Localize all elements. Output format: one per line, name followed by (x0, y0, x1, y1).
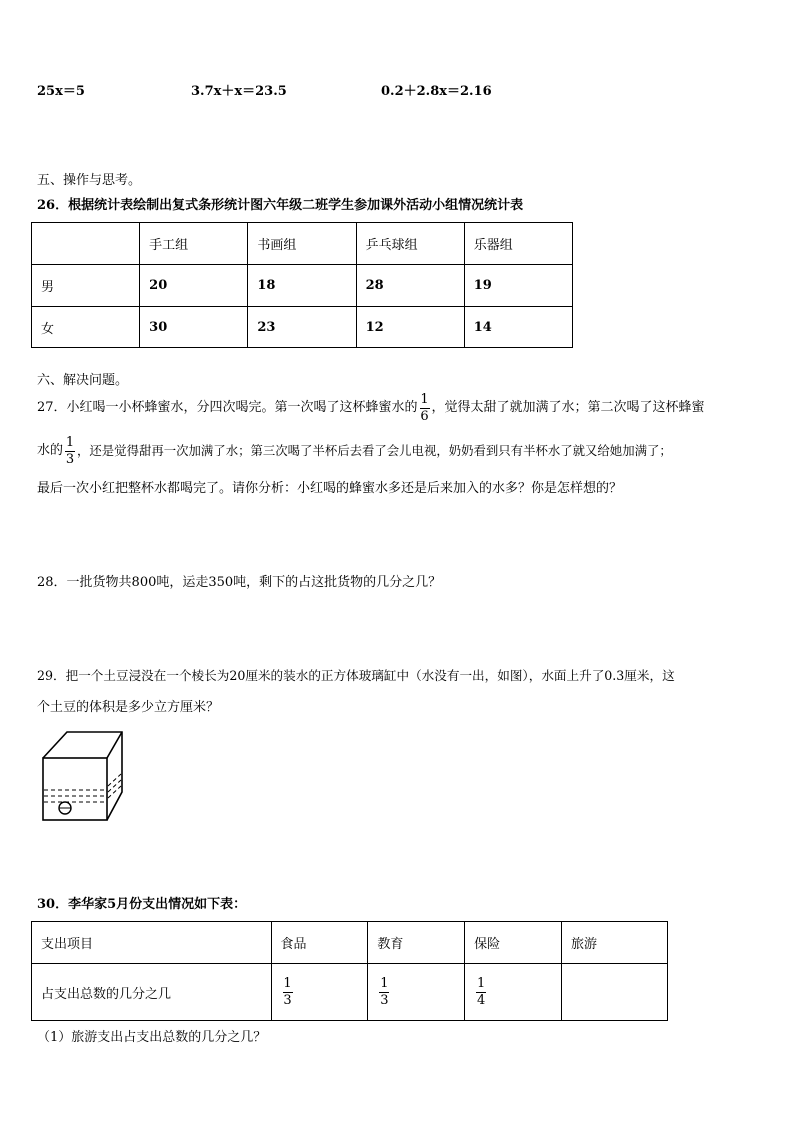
fraction-one-third (65, 436, 75, 467)
table-header-cell (32, 223, 140, 265)
section-6-title: 六、解决问题。 (37, 373, 129, 388)
fraction-numerator: 1 (283, 975, 292, 991)
table-header-row (32, 223, 573, 265)
table-row (32, 307, 573, 348)
fraction-education (379, 977, 389, 1008)
table-cell (368, 964, 465, 1021)
fraction-numerator: 1 (380, 975, 389, 991)
table-cell: 30 (140, 307, 248, 348)
table-cell (561, 964, 667, 1021)
fraction-denominator: 3 (283, 992, 292, 1008)
table-cell: 女 (32, 307, 140, 348)
table-header-cell: 保险 (465, 922, 562, 964)
fraction-food (283, 977, 293, 1008)
table-cell: 男 (32, 265, 140, 307)
table-cell: 14 (464, 307, 572, 348)
fraction-denominator: 4 (477, 992, 486, 1008)
table-cell: 18 (248, 265, 356, 307)
table-cell: 占支出总数的几分之几 (32, 964, 272, 1021)
fraction-one-sixth (420, 393, 430, 424)
fraction-denominator: 3 (65, 451, 75, 467)
table-cell: 28 (356, 265, 464, 307)
table-cell: 19 (464, 265, 572, 307)
table-cell: 12 (356, 307, 464, 348)
table-header-cell: 手工组 (140, 223, 248, 265)
question-28: 28．一批货物共800吨，运走350吨，剩下的占这批货物的几分之几？ (37, 575, 442, 590)
section-5-title: 五、操作与思考。 (37, 173, 142, 188)
question-29-line-1: 29．把一个土豆浸没在一个棱长为20厘米的装水的正方体玻璃缸中（水没有一出，如图），水面上升了0.3厘米，这 (37, 668, 675, 683)
question-27-line-2 (37, 435, 672, 467)
equation-1: 25x＝5 (37, 84, 85, 99)
table-row (32, 964, 668, 1021)
table-cell: 23 (248, 307, 356, 348)
q27-text: ，还是觉得甜再一次加满了水；第三次喝了半杯后去看了会儿电视，奶奶看到只有半杯水了就又给她加满了； (77, 443, 672, 458)
table-cell (271, 964, 368, 1021)
q27-text: ，觉得太甜了就加满了水；第二次喝了这杯蜂蜜 (431, 400, 705, 415)
q27-text: 水的 (37, 443, 64, 458)
equation-2: 3.7x＋x＝23.5 (191, 84, 287, 99)
question-30: 30．李华家5月份支出情况如下表： (37, 897, 247, 912)
question-29-line-2: 个土豆的体积是多少立方厘米？ (37, 700, 220, 715)
expense-table (31, 921, 668, 1021)
question-30-sub-1: （1）旅游支出占支出总数的几分之几？ (37, 1030, 267, 1045)
table-header-cell: 教育 (368, 922, 465, 964)
table-header-cell: 书画组 (248, 223, 356, 265)
table-row (32, 265, 573, 307)
q27-text: 27．小红喝一小杯蜂蜜水，分四次喝完。第一次喝了这杯蜂蜜水的 (37, 400, 418, 415)
fraction-numerator: 1 (65, 434, 75, 450)
fraction-denominator: 6 (420, 408, 429, 424)
glass-tank-figure (38, 726, 128, 824)
table-header-cell: 支出项目 (32, 922, 272, 964)
table-cell: 20 (140, 265, 248, 307)
table-header-cell: 乐器组 (464, 223, 572, 265)
fraction-numerator: 1 (420, 391, 429, 407)
fraction-insurance (476, 977, 486, 1008)
table-header-cell: 乒乓球组 (356, 223, 464, 265)
table-cell (465, 964, 562, 1021)
table-header-row (32, 922, 668, 964)
equation-3: 0.2＋2.8x＝2.16 (381, 84, 492, 99)
table-header-cell: 食品 (271, 922, 368, 964)
question-26: 26．根据统计表绘制出复式条形统计图六年级二班学生参加课外活动小组情况统计表 (37, 198, 524, 213)
question-27-line-1 (37, 392, 705, 424)
activity-table (31, 222, 573, 348)
question-27-line-3: 最后一次小红把整杯水都喝完了。请你分析：小红喝的蜂蜜水多还是后来加入的水多？你是怎样想的？ (37, 481, 623, 496)
fraction-denominator: 3 (380, 992, 389, 1008)
table-header-cell: 旅游 (561, 922, 667, 964)
fraction-numerator: 1 (477, 975, 486, 991)
